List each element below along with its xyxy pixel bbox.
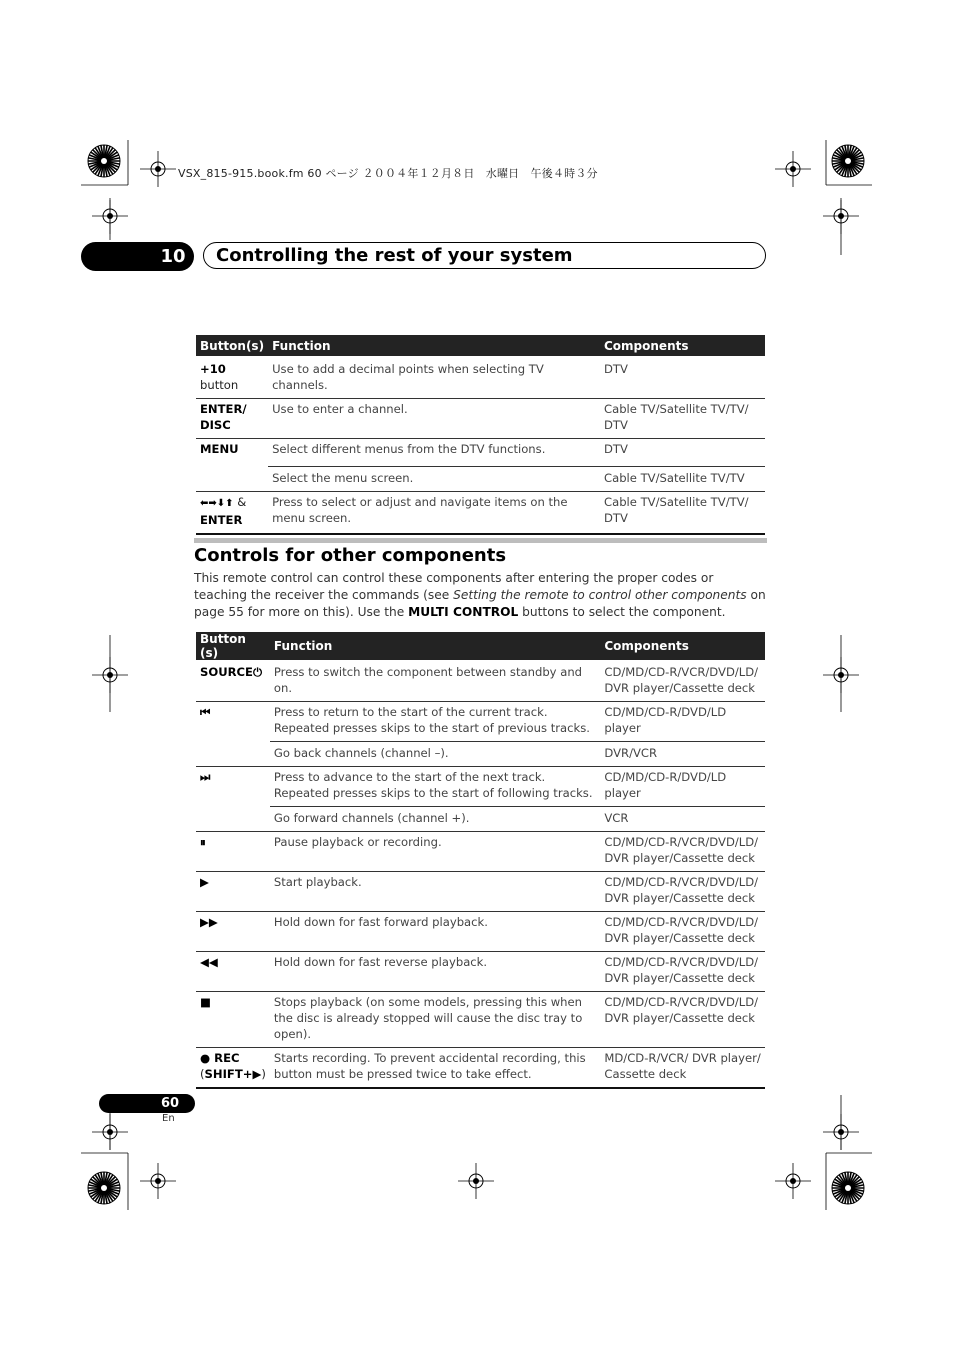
plus10-label: +10 (200, 362, 226, 376)
page-language: En (162, 1113, 175, 1124)
crosshair-mark (775, 151, 811, 187)
section-title: Controls for other components (194, 545, 507, 566)
button-cell (196, 492, 268, 535)
sunburst-mark-top-right (832, 145, 864, 177)
intro-text: This remote control can control these components after entering the proper codes or teaching the receiver the commands (see (194, 571, 714, 602)
button-cell: ENTER/ DISC (196, 399, 268, 439)
paren-open: ( (200, 1067, 205, 1081)
column-header-buttons: Button(s) (196, 335, 268, 356)
paren-close: ) (261, 1067, 266, 1081)
table-row (196, 767, 765, 807)
table-header-row (196, 632, 765, 660)
table-row (196, 492, 765, 535)
table-row (196, 952, 765, 992)
components-cell: DVR/VCR (600, 742, 765, 767)
crosshair-mark (140, 151, 176, 187)
function-cell: Press to return to the start of the current track. Repeated presses skips to the start of previous tracks. (270, 702, 600, 742)
button-cell (196, 1048, 270, 1089)
next-track-icon: ⏭ (196, 767, 270, 832)
components-cell: CD/MD/CD-R/VCR/DVD/LD/ DVR player/Cassette deck (600, 992, 765, 1048)
column-header-buttons: Button (s) (196, 632, 270, 660)
column-header-components: Components (600, 632, 765, 660)
play-icon: ▶ (196, 872, 270, 912)
column-header-function: Function (270, 632, 600, 660)
components-cell: Cable TV/Satellite TV/TV (600, 467, 765, 492)
table-row (196, 439, 765, 467)
component-controls-table (196, 632, 765, 1089)
components-cell: CD/MD/CD-R/VCR/DVD/LD/ DVR player/Cassette deck (600, 912, 765, 952)
intro-button-name: MULTI CONTROL (408, 605, 519, 619)
components-cell: CD/MD/CD-R/DVD/LD player (600, 702, 765, 742)
function-cell: Press to switch the component between standby and on. (270, 660, 600, 702)
intro-reference: Setting the remote to control other components (453, 588, 747, 602)
button-cell (196, 356, 268, 399)
crosshair-mark (92, 657, 128, 693)
section-divider (194, 538, 767, 543)
function-cell: Press to select or adjust and navigate items on the menu screen. (268, 492, 600, 535)
table-row (196, 399, 765, 439)
components-cell: DTV (600, 439, 765, 467)
table-row (196, 1048, 765, 1089)
record-label: ● REC (200, 1051, 240, 1065)
table-row (196, 467, 765, 492)
button-suffix: button (200, 378, 239, 392)
function-cell: Pause playback or recording. (270, 832, 600, 872)
crosshair-mark (823, 1114, 859, 1150)
function-cell: Go forward channels (channel +). (270, 807, 600, 832)
function-cell: Start playback. (270, 872, 600, 912)
sunburst-mark-bottom-left (88, 1172, 120, 1204)
intro-text: on page 55 for more on this). Use the (194, 588, 766, 619)
crosshair-mark (458, 1163, 494, 1199)
pause-icon: ⏸ (196, 832, 270, 872)
table-row (196, 702, 765, 742)
table-row (196, 872, 765, 912)
table-row (196, 912, 765, 952)
page-number: 60 (160, 1096, 180, 1111)
button-cell: SOURCE⏻ (196, 660, 270, 702)
components-cell: VCR (600, 807, 765, 832)
sunburst-mark-bottom-right (832, 1172, 864, 1204)
column-header-components: Components (600, 335, 765, 356)
sunburst-mark-top-left (88, 145, 120, 177)
function-cell: Go back channels (channel –). (270, 742, 600, 767)
table-row (196, 742, 765, 767)
chapter-number: 10 (160, 246, 186, 267)
crosshair-mark (823, 198, 859, 234)
shift-play-label: SHIFT+▶ (204, 1067, 262, 1081)
table-row (196, 356, 765, 399)
function-cell: Stops playback (on some models, pressing this when the disc is already stopped will cause the disc tray to open). (270, 992, 600, 1048)
fast-forward-icon: ▶▶ (196, 912, 270, 952)
components-cell: MD/CD-R/VCR/ DVR player/ Cassette deck (600, 1048, 765, 1089)
components-cell: CD/MD/CD-R/DVD/LD player (600, 767, 765, 807)
column-header-function: Function (268, 335, 600, 356)
components-cell: CD/MD/CD-R/VCR/DVD/LD/ DVR player/Cassette deck (600, 660, 765, 702)
table-row (196, 992, 765, 1048)
button-amp: & (233, 495, 247, 509)
function-cell: Hold down for fast forward playback. (270, 912, 600, 952)
components-cell: DTV (600, 356, 765, 399)
button-cell: MENU (196, 439, 268, 492)
function-cell: Starts recording. To prevent accidental recording, this button must be pressed twice to take effect. (270, 1048, 600, 1089)
crosshair-mark (823, 657, 859, 693)
crosshair-mark (92, 198, 128, 234)
enter-label: ENTER (200, 513, 243, 527)
crosshair-mark (92, 1114, 128, 1150)
table-row (196, 832, 765, 872)
stop-icon: ■ (196, 992, 270, 1048)
arrow-keys-icon: ⬅➡⬇⬆ (200, 498, 234, 509)
crosshair-mark (140, 1163, 176, 1199)
function-cell: Select different menus from the DTV functions. (268, 439, 600, 467)
components-cell: Cable TV/Satellite TV/TV/ DTV (600, 399, 765, 439)
file-header: VSX_815-915.book.fm 60 ページ ２００４年１２月８日 水曜日 午後４時３分 (178, 167, 598, 180)
function-cell: Hold down for fast reverse playback. (270, 952, 600, 992)
rewind-icon: ◀◀ (196, 952, 270, 992)
components-cell: Cable TV/Satellite TV/TV/ DTV (600, 492, 765, 535)
crosshair-mark (775, 1163, 811, 1199)
function-cell: Use to add a decimal points when selecting TV channels. (268, 356, 600, 399)
section-intro (194, 570, 769, 621)
components-cell: CD/MD/CD-R/VCR/DVD/LD/ DVR player/Cassette deck (600, 872, 765, 912)
previous-track-icon: ⏮ (196, 702, 270, 767)
tv-controls-table (196, 335, 765, 535)
table-row (196, 660, 765, 702)
function-cell: Use to enter a channel. (268, 399, 600, 439)
function-cell: Press to advance to the start of the next track. Repeated presses skips to the start of following tracks. (270, 767, 600, 807)
chapter-title: Controlling the rest of your system (216, 245, 573, 266)
components-cell: CD/MD/CD-R/VCR/DVD/LD/ DVR player/Cassette deck (600, 832, 765, 872)
table-header-row (196, 335, 765, 356)
intro-text: buttons to select the component. (518, 605, 726, 619)
table-row (196, 807, 765, 832)
components-cell: CD/MD/CD-R/VCR/DVD/LD/ DVR player/Cassette deck (600, 952, 765, 992)
function-cell: Select the menu screen. (268, 467, 600, 492)
